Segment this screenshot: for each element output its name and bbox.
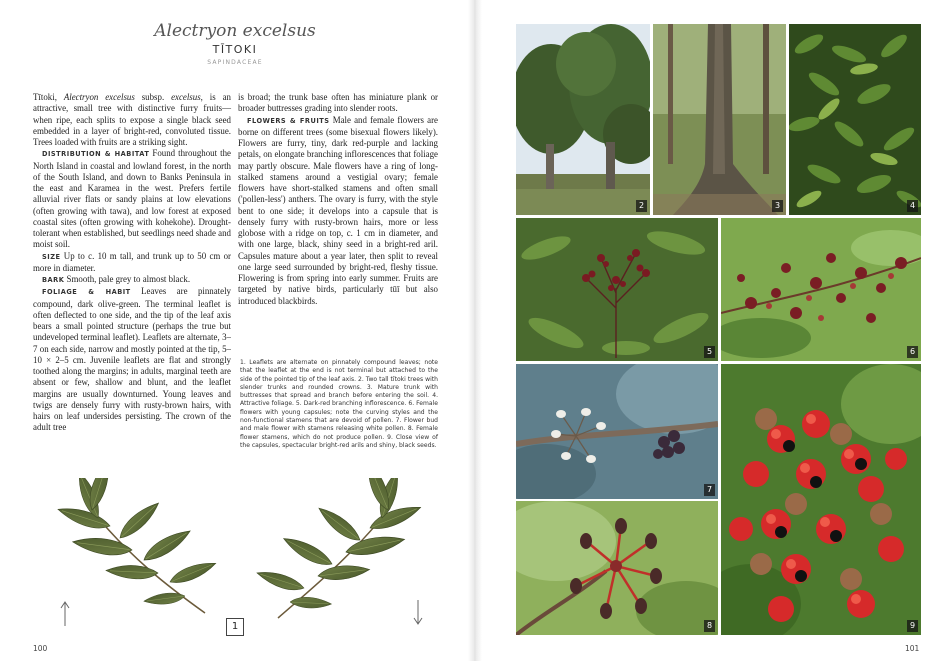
photo-3-trunk xyxy=(653,24,786,215)
photo-2-trees xyxy=(516,24,650,215)
arrow-down-icon xyxy=(414,600,422,624)
latin-name: Alectryon excelsus xyxy=(154,21,316,41)
common-name: TĪTOKI xyxy=(212,43,258,56)
photo-number-4: 4 xyxy=(907,200,918,212)
intro-text-post: , is an attractive, small tree with distinctive furry fruits—when ripe, each splits to expose a single black seed embedded in a layer of bright-red, convoluted tissue. Trees loaded with fruits are a striking sight. xyxy=(33,92,231,147)
foliage-text: Leaves are pinnately compound, dark olive-green. The terminal leaflet is often deflected to one side, and the tip of the leaf axis bears a small pointed structure (perhaps the true but undeveloped terminal leaflet). Leaflets are alternate, 3–7 on each side, narrow and mostly pointed at the tip, 5–10 × 2–5 cm. Juvenile leaflets are flat and strongly toothed along the margins; in adults, marginal teeth are absent or few, shallow and blunt, and the leaflet margins are usually downturned. Young leaves and twigs are densely furry with rusty-brown hairs, with hairs on leaf undersides persisting. The crown of the adult tree xyxy=(33,286,231,433)
photo-6-female-flowers xyxy=(721,218,921,361)
family-name: SAPINDACEAE xyxy=(207,59,263,66)
leaf-right xyxy=(255,478,423,618)
distribution-paragraph xyxy=(33,148,231,250)
photo-number-9: 9 xyxy=(907,620,918,632)
page-number-left: 100 xyxy=(33,644,48,653)
intro-italic: Alectryon excelsus xyxy=(63,92,135,102)
photo-number-2: 2 xyxy=(636,200,647,212)
body-column-1 xyxy=(33,92,231,434)
photo-7-male-flower xyxy=(516,364,718,499)
intro-italic-2: excelsus xyxy=(171,92,201,102)
bark-paragraph xyxy=(33,274,231,286)
bark-text: Smooth, pale grey to almost black. xyxy=(64,274,191,284)
photo-number-3: 3 xyxy=(772,200,783,212)
flowers-paragraph xyxy=(238,115,438,307)
species-title-block xyxy=(130,21,340,66)
distribution-text: Found throughout the North Island in coastal and lowland forest, in the north of the South Island, and down to Banks Peninsula in the east and Karamea in the west. Prefers fertile alluvial river flats or sandy plains at low elevations (often growing with tawa), and low forest at exposed coastal sites (often growing with kohekohe). Drought-tolerant when established, but seedlings need shade and moist soil. xyxy=(33,148,231,250)
photo-number-7: 7 xyxy=(704,484,715,496)
figure-captions: 1. Leaflets are alternate on pinnately compound leaves; note that the leaflet at the end is not terminal but attached to the side of the pointed tip of the leaf axis. 2. Two tall tītoki trees with slender trunks and rounded crowns. 3. Mature trunk with buttresses that spread and branch before entering the soil. 4. Attractive foliage. 5. Dark-red branching inflorescence. 6. Female flowers with young capsules; note the curving styles and the non-functional stamens that are devoid of pollen. 7. Flower bud and male flower with stamens releasing white pollen. 8. Female flower stamens, which do not produce pollen. 9. Close view of the capsules, spectacular bright-red arils and shiny, black seeds. xyxy=(240,359,438,449)
flowers-text: Male and female flowers are borne on different trees (some bisexual flowers likely). Flowers are furry, tiny, dark red-purple and lacking petals, on elongate branching inflorescences that foliage may partly obscure. Male flowers have a ring of long-stalked stamens around a vestigial ovary; female flowers have short-stalked stamens and often small ('pollen-less') anthers. The ovary is furry, with the style bent to one side; it develops into a capsule that is densely furry with rusty-brown hairs, more or less globose with a ridge on top, c. 1 cm in diameter, and with one large, black, shiny seed in a bright-red aril. Capsules mature about a year later, then split to reveal one large seed surrounded by bright-red, fleshy tissue. Flowering is from spring into early summer. Fruits are targeted by native birds, particularly tūī but also introduced blackbirds. xyxy=(238,114,438,306)
intro-paragraph xyxy=(33,92,231,148)
book-gutter xyxy=(468,0,482,661)
size-text: Up to c. 10 m tall, and trunk up to 50 cm or more in diameter. xyxy=(33,250,231,273)
intro-text: Tītoki, xyxy=(33,92,64,102)
photo-4-foliage xyxy=(789,24,921,215)
arrow-up-icon xyxy=(61,602,69,626)
photo-5-inflorescence xyxy=(516,218,718,361)
foliage-paragraph xyxy=(33,286,231,433)
continued-paragraph: is broad; the trunk base often has miniature plank or broader buttresses grading into slender roots. xyxy=(238,92,438,114)
body-column-2 xyxy=(238,92,438,307)
size-paragraph xyxy=(33,251,231,275)
foliage-heading: FOLIAGE & HABIT xyxy=(42,288,131,297)
figure-1-label: 1 xyxy=(226,618,244,636)
photo-8-female-stamens xyxy=(516,501,718,635)
photo-9-capsules xyxy=(721,364,921,635)
bark-heading: BARK xyxy=(42,276,65,284)
intro-text-mid: subsp. xyxy=(134,92,172,102)
leaf-illustration xyxy=(20,478,460,638)
page-number-right: 101 xyxy=(905,644,920,653)
leaf-left xyxy=(56,478,218,613)
size-heading: SIZE xyxy=(42,252,61,261)
photo-number-8: 8 xyxy=(704,620,715,632)
distribution-heading: DISTRIBUTION & HABITAT xyxy=(42,150,150,159)
flowers-heading: FLOWERS & FRUITS xyxy=(247,116,330,125)
photo-number-6: 6 xyxy=(907,346,918,358)
photo-number-5: 5 xyxy=(704,346,715,358)
